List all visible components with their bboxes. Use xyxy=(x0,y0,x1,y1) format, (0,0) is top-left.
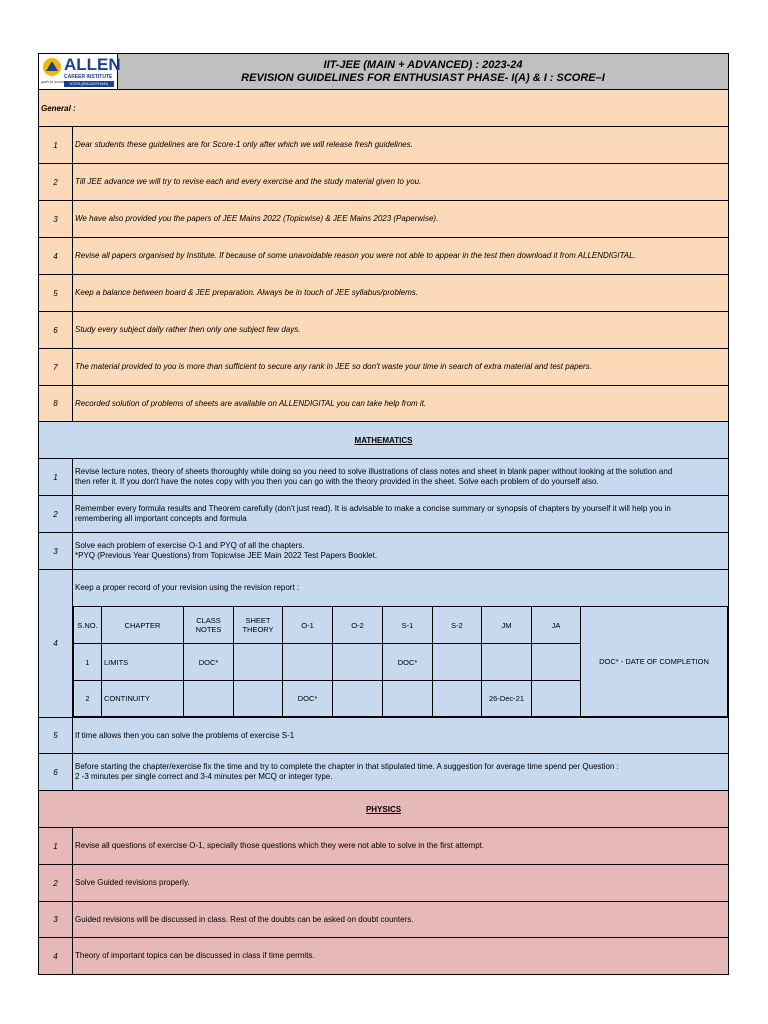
page-title xyxy=(118,54,729,90)
report-intro: Keep a proper record of your revision using the revision report : xyxy=(75,583,300,592)
text-line: 2 -3 minutes per single correct and 3-4 minutes per MCQ or integer type. xyxy=(75,772,333,781)
cell-ja xyxy=(532,681,581,717)
physics-row xyxy=(39,902,729,938)
general-row xyxy=(39,238,729,275)
header-chapter: CHAPTER xyxy=(102,607,184,644)
text-line: *PYQ (Previous Year Questions) from Topicwise JEE Main 2022 Test Papers Booklet. xyxy=(75,551,378,560)
guideline-text: Revise all papers organised by Institute. If because of some unavoidable reason you were not able to appear in the test then download it from ALLENDIGITAL. xyxy=(73,238,729,275)
general-row xyxy=(39,386,729,422)
cell-o2 xyxy=(333,681,383,717)
row-number: 2 xyxy=(39,164,73,201)
text-line: Revise lecture notes, theory of sheets thoroughly while doing so you need to solve illustrations of class notes and sheet in blank paper without looking at the solution and xyxy=(75,467,673,476)
guideline-text: Guided revisions will be discussed in class. Rest of the doubts can be asked on doubt counters. xyxy=(73,902,729,938)
row-number: 8 xyxy=(39,386,73,422)
general-label: General : xyxy=(39,90,729,127)
title-line-2: REVISION GUIDELINES FOR ENTHUSIAST PHASE- I(A) & I : SCORE–I xyxy=(241,71,605,84)
cell-sheet-theory xyxy=(234,644,283,681)
title-line-1: IIT-JEE (MAIN + ADVANCED) : 2023-24 xyxy=(323,58,523,71)
math-row xyxy=(39,533,729,570)
row-number: 4 xyxy=(39,938,73,975)
header-sheet-theory: SHEET THEORY xyxy=(234,607,283,644)
row-number: 3 xyxy=(39,902,73,938)
cell-ja xyxy=(532,644,581,681)
row-number: 1 xyxy=(39,459,73,496)
text-line: Solve each problem of exercise O-1 and PYQ of all the chapters. xyxy=(75,541,305,550)
guideline-text: Solve Guided revisions properly. xyxy=(73,865,729,902)
math-row-report xyxy=(39,570,729,718)
header-sno: S.NO. xyxy=(74,607,102,644)
physics-row xyxy=(39,938,729,975)
math-row xyxy=(39,718,729,754)
text-line: then refer it. If you don't have the notes copy with you then you can go with the theory provided in the sheet. Solve each problem of do yourself also. xyxy=(75,477,599,486)
row-number: 1 xyxy=(39,127,73,164)
mathematics-header-row xyxy=(39,422,729,459)
guideline-text: Recorded solution of problems of sheets are available on ALLENDIGITAL you can take help from it. xyxy=(73,386,729,422)
logo-subtitle: CAREER INSTITUTE xyxy=(64,74,113,80)
guideline-text xyxy=(73,754,729,791)
general-row xyxy=(39,201,729,238)
row-number: 5 xyxy=(39,718,73,754)
row-number: 7 xyxy=(39,349,73,386)
header-jm: JM xyxy=(482,607,532,644)
row-number: 5 xyxy=(39,275,73,312)
cell-s1 xyxy=(383,681,433,717)
cell-s2 xyxy=(433,644,482,681)
guideline-text: Revise all questions of exercise O-1, specially those questions which they were not able to solve in the first attempt. xyxy=(73,828,729,865)
general-row xyxy=(39,164,729,201)
cell-class-notes: DOC* xyxy=(184,644,234,681)
general-row xyxy=(39,275,729,312)
physics-title: PHYSICS xyxy=(39,791,729,828)
row-number: 2 xyxy=(39,496,73,533)
guideline-text: Study every subject daily rather then only one subject few days. xyxy=(73,312,729,349)
cell-o1 xyxy=(283,644,333,681)
guideline-text: Keep a balance between board & JEE preparation. Always be in touch of JEE syllabus/problems. xyxy=(73,275,729,312)
report-legend: DOC* - DATE OF COMPLETION xyxy=(581,607,728,717)
text-line: remembering all important concepts and formula xyxy=(75,514,247,523)
header-o1: O-1 xyxy=(283,607,333,644)
math-row xyxy=(39,754,729,791)
physics-header-row xyxy=(39,791,729,828)
general-row xyxy=(39,312,729,349)
general-header-row xyxy=(39,90,729,127)
revision-report-table xyxy=(73,606,728,717)
general-row xyxy=(39,127,729,164)
row-number: 6 xyxy=(39,754,73,791)
header-ja: JA xyxy=(532,607,581,644)
text-line: Before starting the chapter/exercise fix the time and try to complete the chapter in that stipulated time. A suggestion for average time spend per Question : xyxy=(75,762,619,771)
cell-jm xyxy=(482,644,532,681)
guideline-text: Till JEE advance we will try to revise each and every exercise and the study material given to you. xyxy=(73,164,729,201)
logo-brand: ALLEN xyxy=(64,55,121,74)
cell-chapter: LIMITS xyxy=(102,644,184,681)
header-row xyxy=(39,54,729,90)
row-number: 3 xyxy=(39,533,73,570)
header-o2: O-2 xyxy=(333,607,383,644)
guideline-text: Theory of important topics can be discussed in class if time permits. xyxy=(73,938,729,975)
math-row xyxy=(39,496,729,533)
guideline-text: If time allows then you can solve the problems of exercise S-1 xyxy=(73,718,729,754)
general-row xyxy=(39,349,729,386)
cell-sheet-theory xyxy=(234,681,283,717)
physics-row xyxy=(39,865,729,902)
header-s2: S-2 xyxy=(433,607,482,644)
row-number: 4 xyxy=(39,238,73,275)
allen-logo xyxy=(39,54,121,90)
cell-s1: DOC* xyxy=(383,644,433,681)
guideline-text: Dear students these guidelines are for Score-1 only after which we will release fresh guidelines. xyxy=(73,127,729,164)
guidelines-sheet xyxy=(38,53,729,975)
row-number: 3 xyxy=(39,201,73,238)
logo-tagline: path to success xyxy=(41,79,69,84)
cell-sno: 1 xyxy=(74,644,102,681)
row-number: 1 xyxy=(39,828,73,865)
cell-o2 xyxy=(333,644,383,681)
cell-jm: 26-Dec-21 xyxy=(482,681,532,717)
row-number: 2 xyxy=(39,865,73,902)
guideline-text xyxy=(73,496,729,533)
cell-s2 xyxy=(433,681,482,717)
cell-chapter: CONTINUITY xyxy=(102,681,184,717)
guideline-text: We have also provided you the papers of JEE Mains 2022 (Topicwise) & JEE Mains 2023 (Paperwise). xyxy=(73,201,729,238)
row-number: 6 xyxy=(39,312,73,349)
text-line: Remember every formula results and Theorem carefully (don't just read). It is advisable to make a concise summary or synopsis of chapters by yourself it will help you in xyxy=(75,504,671,513)
revision-report-cell xyxy=(73,570,729,718)
header-class-notes: CLASS NOTES xyxy=(184,607,234,644)
report-header-row xyxy=(74,607,728,644)
allen-emblem-icon xyxy=(42,57,62,77)
cell-o1: DOC* xyxy=(283,681,333,717)
cell-class-notes xyxy=(184,681,234,717)
guideline-text xyxy=(73,459,729,496)
header-s1: S-1 xyxy=(383,607,433,644)
cell-sno: 2 xyxy=(74,681,102,717)
guideline-text: The material provided to you is more than sufficient to secure any rank in JEE so don't waste your time in search of extra material and test papers. xyxy=(73,349,729,386)
guideline-text xyxy=(73,533,729,570)
physics-row xyxy=(39,828,729,865)
logo-location: KOTA (RAJASTHAN) xyxy=(64,81,114,87)
mathematics-title: MATHEMATICS xyxy=(39,422,729,459)
math-row xyxy=(39,459,729,496)
row-number: 4 xyxy=(39,570,73,718)
